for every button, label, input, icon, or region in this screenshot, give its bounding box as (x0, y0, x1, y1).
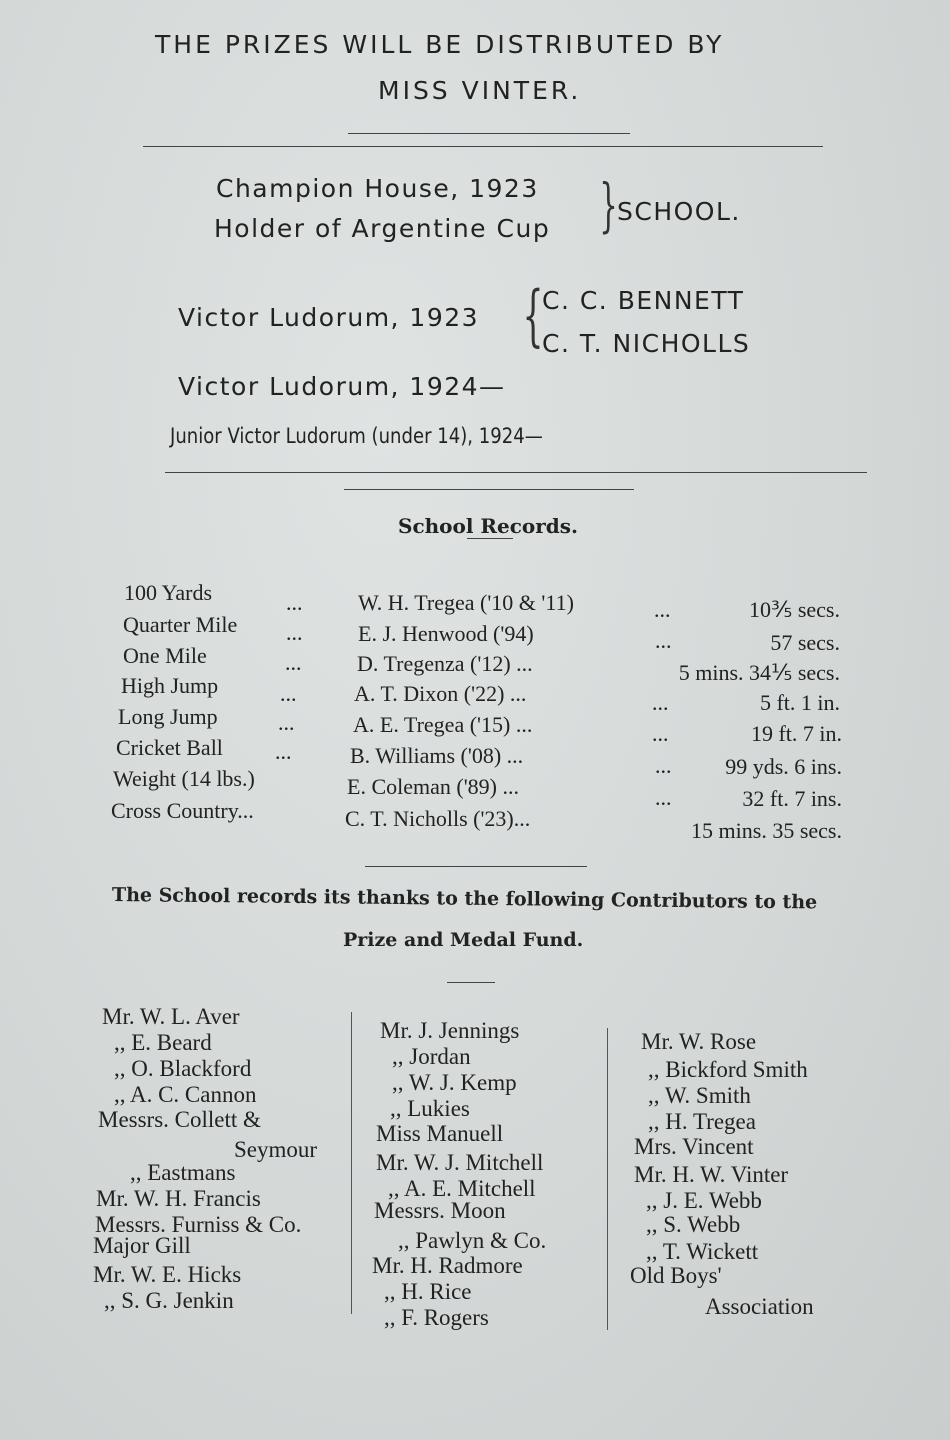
record-result: 99 yds. 6 ins. (725, 754, 842, 779)
contributor: ,, Jordan (392, 1044, 471, 1069)
divider (365, 866, 587, 867)
contributor: ,, E. Beard (114, 1030, 212, 1055)
contributor: Mr. W. J. Mitchell (376, 1150, 544, 1175)
leader-dots: ... (652, 721, 669, 746)
contributor: ,, H. Rice (384, 1279, 472, 1304)
divider (344, 489, 634, 490)
contributor: Mr. J. Jennings (380, 1018, 520, 1043)
record-holder: D. Tregenza ('12) ... (357, 651, 533, 676)
leader-dots: ... (275, 739, 292, 764)
leader-dots: ... (278, 710, 295, 735)
header-line-2: MISS VINTER. (378, 76, 582, 105)
record-result: 5 ft. 1 in. (759, 690, 840, 715)
record-result: 5 mins. 34⅕ secs. (678, 660, 840, 685)
record-holder: C. T. Nicholls ('23)... (345, 806, 531, 831)
brace-icon: { (522, 277, 544, 354)
header-line-1: THE PRIZES WILL BE DISTRIBUTED BY (155, 30, 725, 59)
contributor: ,, S. G. Jenkin (104, 1288, 234, 1313)
record-holder: A. E. Tregea ('15) ... (353, 712, 533, 737)
contributor: ,, Lukies (390, 1096, 470, 1121)
contributor: ,, J. E. Webb (646, 1188, 762, 1213)
contributor: Seymour (234, 1137, 318, 1162)
contributor: ,, W. Smith (648, 1083, 751, 1108)
victor-ludorum-1924: Victor Ludorum, 1924— (178, 372, 506, 401)
record-event: Weight (14 lbs.) (113, 766, 255, 791)
contributor: ,, Eastmans (130, 1160, 236, 1185)
record-event: Cricket Ball (116, 735, 223, 760)
divider (165, 472, 867, 473)
leader-dots: ... (655, 628, 672, 653)
contributor: ,, W. J. Kemp (392, 1070, 517, 1095)
divider (447, 982, 495, 983)
record-event: High Jump (121, 673, 219, 698)
argentine-cup: Holder of Argentine Cup (214, 214, 551, 243)
contributor: Mr. H. W. Vinter (634, 1162, 789, 1187)
champion-house: Champion House, 1923 (216, 174, 539, 203)
leader-dots: ... (280, 681, 297, 706)
leader-dots: ... (286, 620, 303, 645)
divider (467, 538, 513, 539)
contributor: Mr. W. E. Hicks (93, 1262, 242, 1287)
record-result: 32 ft. 7 ins. (742, 786, 842, 811)
record-event: Quarter Mile (123, 612, 238, 637)
contributor: ,, O. Blackford (114, 1056, 252, 1081)
records-heading: School Records. (398, 514, 579, 538)
record-event: Cross Country... (111, 798, 254, 823)
column-divider (607, 1028, 608, 1330)
contributor: Miss Manuell (376, 1121, 504, 1146)
leader-dots: ... (652, 690, 669, 715)
record-holder: W. H. Tregea ('10 & '11) (358, 590, 574, 615)
contributor: ,, A. C. Cannon (114, 1082, 257, 1107)
record-holder: A. T. Dixon ('22) ... (354, 681, 527, 706)
leader-dots: ... (655, 785, 672, 810)
contributor: ,, Bickford Smith (648, 1057, 808, 1082)
record-result: 57 secs. (770, 630, 840, 655)
leader-dots: ... (655, 753, 672, 778)
contributor: Messrs. Moon (374, 1198, 506, 1223)
contributor: Mr. W. Rose (641, 1029, 757, 1054)
contributor: ,, F. Rogers (384, 1305, 489, 1330)
thanks-line-1: The School records its thanks to the following Contributors to the (111, 884, 818, 914)
contributor: Major Gill (93, 1233, 191, 1258)
contributor: ,, T. Wickett (646, 1239, 759, 1264)
column-divider (351, 1012, 352, 1314)
record-event: 100 Yards (124, 580, 213, 605)
contributor: Mr. W. L. Aver (102, 1004, 240, 1029)
brace-icon: } (599, 171, 618, 239)
contributor: ,, A. E. Mitchell (388, 1176, 536, 1201)
record-holder: B. Williams ('08) ... (350, 743, 524, 768)
contributor: Mr. W. H. Francis (96, 1186, 261, 1211)
contributor: Mr. H. Radmore (372, 1253, 523, 1278)
record-result: 19 ft. 7 in. (750, 721, 842, 746)
contributor: Messrs. Furniss & Co. (95, 1212, 302, 1237)
contributor: Mrs. Vincent (634, 1134, 754, 1159)
leader-dots: ... (654, 597, 671, 622)
junior-victor-ludorum-1924: Junior Victor Ludorum (under 14), 1924— (170, 424, 543, 448)
record-event: One Mile (123, 643, 207, 668)
contributor: Messrs. Collett & (98, 1107, 261, 1132)
contributor: Association (705, 1294, 814, 1319)
record-holder: E. J. Henwood ('94) (358, 621, 534, 646)
victor-name-2: C. T. NICHOLLS (542, 329, 751, 358)
victor-ludorum-1923: Victor Ludorum, 1923 (178, 303, 480, 332)
record-result: 10⅗ secs. (749, 597, 840, 622)
record-holder: E. Coleman ('89) ... (347, 774, 519, 799)
school-winner: SCHOOL. (617, 197, 741, 226)
victor-name-1: C. C. BENNETT (542, 286, 745, 315)
contributor: ,, Pawlyn & Co. (398, 1228, 547, 1253)
record-result: 15 mins. 35 secs. (691, 818, 842, 843)
contributor: ,, H. Tregea (648, 1109, 756, 1134)
leader-dots: ... (285, 650, 302, 675)
contributor: ,, S. Webb (646, 1212, 741, 1237)
divider (143, 146, 823, 147)
divider (348, 133, 630, 134)
leader-dots: ... (286, 590, 303, 615)
thanks-line-2: Prize and Medal Fund. (343, 929, 584, 951)
contributor: Old Boys' (630, 1263, 722, 1288)
record-event: Long Jump (118, 704, 218, 729)
